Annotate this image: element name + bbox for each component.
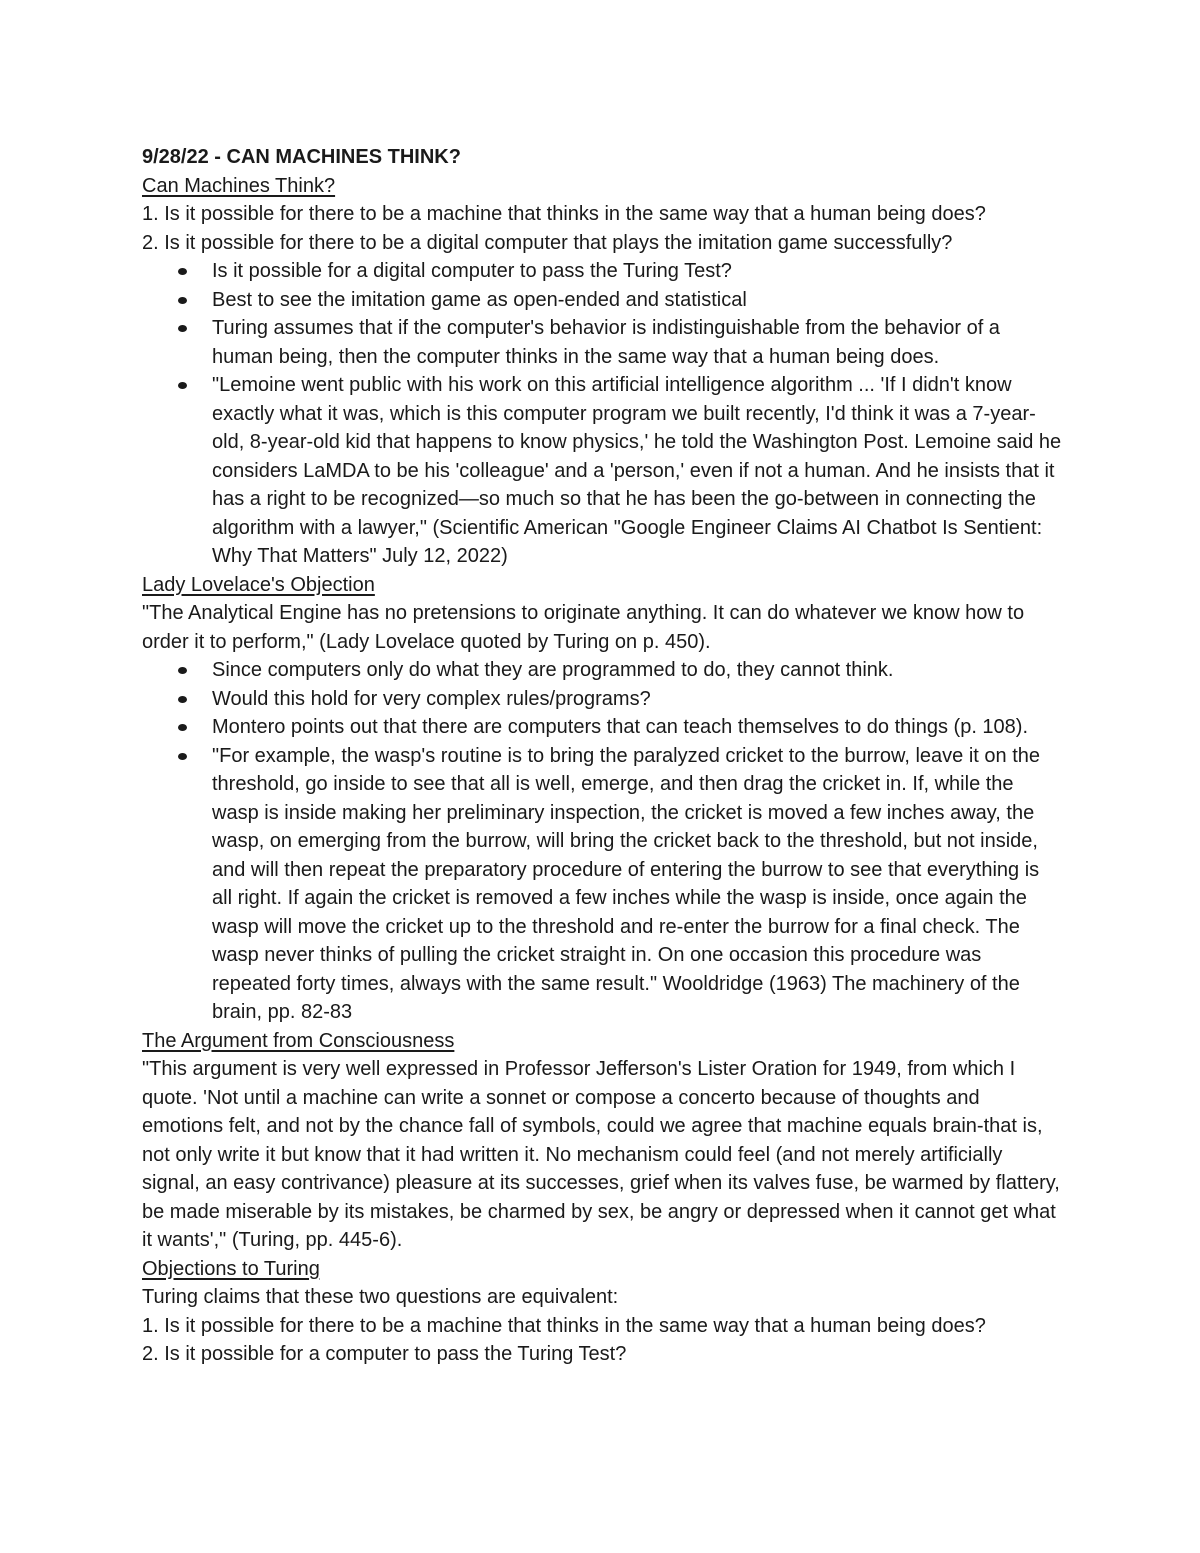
list-item: [212, 742, 1062, 1027]
list-item: [212, 656, 1062, 685]
paragraph: 1. Is it possible for there to be a machine that thinks in the same way that a human being does?: [142, 1314, 986, 1337]
list-item: [212, 314, 1062, 371]
list-item-text: "Lemoine went public with his work on this artificial intelligence algorithm ... 'If I didn't know exactly what it was, which is this computer program we built recently, I'd think it was a 7-year-old, 8-year-old kid that happens to know physics,' he told the Washington Post. Lemoine said he considers LaMDA to be his 'colleague' and a 'person,' even if not a human. And he insists that it has a right to be recognized—so much so that he has been the go-between in connecting the algorithm with a lawyer," (Scientific American "Google Engineer Claims AI Chatbot Is Sentient: Why That Matters" July 12, 2022): [212, 374, 1062, 567]
page-title: 9/28/22 - CAN MACHINES THINK?: [142, 146, 461, 168]
bullet-icon: [178, 696, 187, 703]
paragraph: "The Analytical Engine has no pretensions to originate anything. It can do whatever we know how to order it to perform," (Lady Lovelace quoted by Turing on p. 450).: [142, 602, 1025, 653]
list-item: [212, 371, 1062, 571]
bullet-icon: [178, 325, 187, 332]
section-heading: Lady Lovelace's Objection: [142, 573, 375, 596]
list-item-text: "For example, the wasp's routine is to bring the paralyzed cricket to the burrow, leave it on the threshold, go inside to see that all is well, emerge, and then drag the cricket in. If, while the wasp is inside making her preliminary inspection, the cricket is moved a few inches away, the wasp, on emerging from the burrow, will bring the cricket back to the threshold, but not inside, and will then repeat the preparatory procedure of entering the burrow to see that everything is all right. If again the cricket is removed a few inches while the wasp is inside, once again the wasp will move the cricket up to the threshold and re-enter the burrow for a final check. The wasp never thinks of pulling the cricket straight in. On one occasion this procedure was repeated forty times, always with the same result." Wooldridge (1963) The machinery of the brain, pp. 82-83: [212, 744, 1041, 1023]
paragraph: "This argument is very well expressed in Professor Jefferson's Lister Oration for 1949, from which I quote. 'Not until a machine can write a sonnet or compose a concerto because of thoughts and emotions felt, and not by the chance fall of symbols, could we agree that machine equals brain-that is, not only write it but know that it had written it. No mechanism could feel (and not merely artificially signal, an easy contrivance) pleasure at its successes, grief when its valves fuse, be warmed by flattery, be made miserable by its mistakes, be charmed by sex, be angry or depressed when it cannot get what it wants'," (Turing, pp. 445-6).: [142, 1058, 1060, 1251]
list-item-text: Since computers only do what they are programmed to do, they cannot think.: [212, 659, 894, 681]
document-page: [142, 143, 1062, 1369]
section-heading: Can Machines Think?: [142, 174, 336, 197]
list-item-text: Would this hold for very complex rules/programs?: [212, 687, 651, 710]
bullet-list: [142, 656, 1062, 1027]
bullet-icon: [178, 753, 187, 760]
list-item: [212, 257, 1062, 286]
paragraph: 2. Is it possible for a computer to pass the Turing Test?: [142, 1343, 627, 1365]
section: [142, 172, 1062, 571]
section-heading: The Argument from Consciousness: [142, 1029, 455, 1052]
section-heading: Objections to Turing: [142, 1257, 320, 1280]
paragraph: 1. Is it possible for there to be a machine that thinks in the same way that a human being does?: [142, 203, 986, 225]
bullet-icon: [178, 382, 187, 389]
section: [142, 1255, 1062, 1369]
list-item-text: Montero points out that there are computers that can teach themselves to do things (p. 108).: [212, 716, 1029, 738]
bullet-icon: [178, 667, 187, 674]
list-item: [212, 286, 1062, 315]
paragraph: 2. Is it possible for there to be a digital computer that plays the imitation game successfully?: [142, 231, 953, 254]
bullet-icon: [178, 268, 187, 275]
list-item-text: Best to see the imitation game as open-ended and statistical: [212, 288, 747, 311]
document-body: [142, 172, 1062, 1369]
bullet-icon: [178, 724, 187, 731]
bullet-icon: [178, 297, 187, 304]
section: [142, 1027, 1062, 1255]
bullet-list: [142, 257, 1062, 571]
list-item: [212, 713, 1062, 742]
list-item-text: Turing assumes that if the computer's behavior is indistinguishable from the behavior of a human being, then the computer thinks in the same way that a human being does.: [212, 317, 1000, 368]
section: [142, 571, 1062, 1027]
paragraph: Turing claims that these two questions are equivalent:: [142, 1286, 619, 1308]
list-item: [212, 685, 1062, 714]
list-item-text: Is it possible for a digital computer to pass the Turing Test?: [212, 260, 732, 282]
